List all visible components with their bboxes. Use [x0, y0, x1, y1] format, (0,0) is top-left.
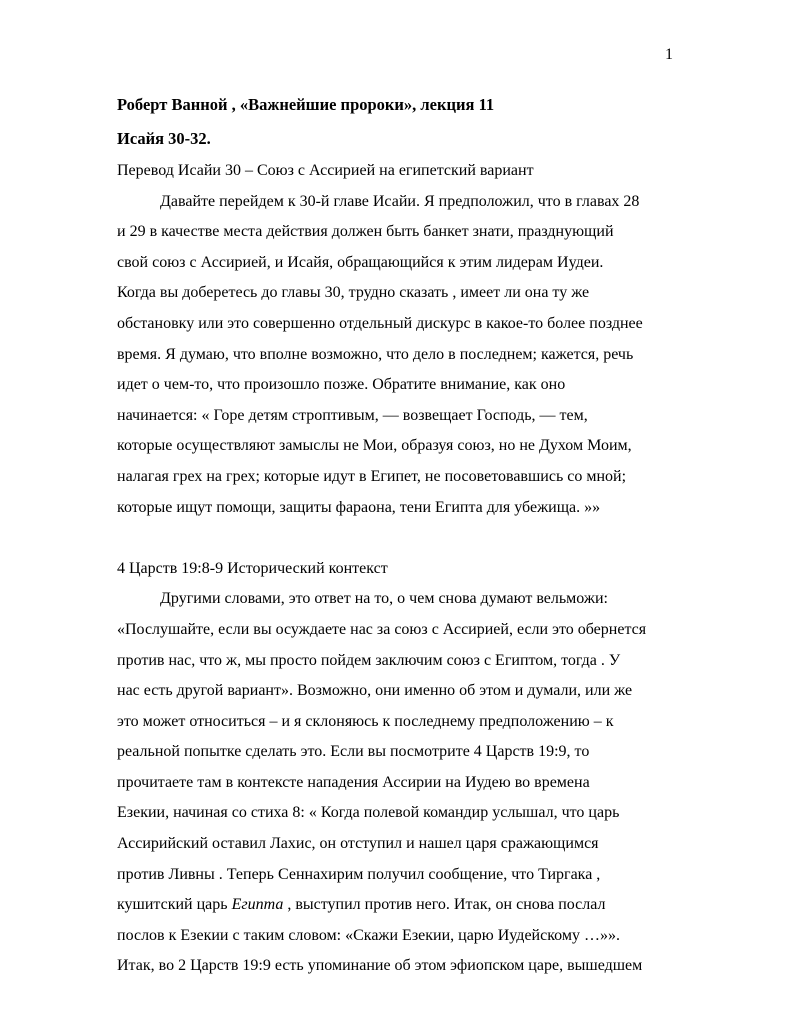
paragraph-line: послов к Езекии с таким словом: «Скажи Езекии, царю Иудейскому …»».	[117, 926, 620, 944]
paragraph-line: «Послушайте, если вы осуждаете нас за союз с Ассирией, если это обернется	[117, 620, 647, 638]
document-subtitle: Исайя 30-32.	[117, 129, 211, 148]
page-number: 1	[665, 46, 673, 63]
paragraph-line: нас есть другой вариант». Возможно, они именно об этом и думали, или же	[117, 682, 633, 700]
paragraph-line: против Ливны . Теперь Сеннахирим получил сообщение, что Тиргака ,	[117, 865, 601, 883]
paragraph-line: Итак, во 2 Царств 19:9 есть упоминание об этом эфиопском царе, вышедшем	[117, 957, 643, 975]
text-segment: , выступил против него. Итак, он снова послал	[283, 896, 606, 914]
document-title: Роберт Ванной , «Важнейшие пророки», лекция 11	[117, 95, 495, 114]
paragraph-line: Другими словами, это ответ на то, о чем снова думают вельможи:	[160, 590, 608, 608]
document-body	[117, 88, 687, 982]
paragraph-line: против нас, что ж, мы просто пойдем заключим союз с Египтом, тогда . У	[117, 651, 621, 669]
paragraph-line: это может относиться – и я склоняюсь к последнему предположению – к	[117, 712, 614, 730]
paragraph-line: обстановку или это совершенно отдельный дискурс в какое-то более позднее	[117, 314, 643, 332]
paragraph-line: время. Я думаю, что вполне возможно, что дело в последнем; кажется, речь	[117, 345, 634, 363]
blank-line	[117, 523, 687, 554]
paragraph-line: налагая грех на грех; которые идут в Египет, не посоветовавшись со мной;	[117, 467, 627, 485]
paragraph-line: начинается: « Горе детям строптивым, — возвещает Господь, — тем,	[117, 406, 588, 424]
paragraph-line: Когда вы доберетесь до главы 30, трудно сказать , имеет ли она ту же	[117, 284, 590, 302]
paragraph-line: которые осуществляют замыслы не Мои, образуя союз, но не Духом Моим,	[117, 437, 632, 455]
paragraph-line: Езекии, начиная со стиха 8: « Когда полевой командир услышал, что царь	[117, 804, 620, 822]
paragraph-line: Давайте перейдем к 30-й главе Исайи. Я предположил, что в главах 28	[160, 192, 640, 210]
text-segment: кушитский царь	[117, 896, 232, 914]
paragraph-line: свой союз с Ассирией, и Исайя, обращающийся к этим лидерам Иудеи.	[117, 253, 604, 271]
paragraph-line: идет о чем-то, что произошло позже. Обратите внимание, как оно	[117, 376, 566, 394]
section-heading-2: 4 Царств 19:8-9 Исторический контекст	[117, 559, 388, 577]
paragraph-line: Ассирийский оставил Лахис, он отступил и нашел царя сражающимся	[117, 835, 599, 853]
paragraph-2	[117, 584, 687, 982]
paragraph-line: реальной попытке сделать это. Если вы посмотрите 4 Царств 19:9, то	[117, 743, 590, 761]
paragraph-line: и 29 в качестве места действия должен быть банкет знати, празднующий	[117, 223, 614, 241]
paragraph-line: которые ищут помощи, защиты фараона, тени Египта для убежища. »»	[117, 498, 601, 516]
paragraph-line-with-italic	[117, 890, 687, 921]
paragraph-1	[117, 187, 687, 524]
italic-word: Египта	[231, 896, 284, 914]
paragraph-line: прочитаете там в контексте нападения Ассирии на Иудею во времена	[117, 773, 590, 791]
section-heading-1: Перевод Исайи 30 – Союз с Ассирией на египетский вариант	[117, 162, 534, 179]
